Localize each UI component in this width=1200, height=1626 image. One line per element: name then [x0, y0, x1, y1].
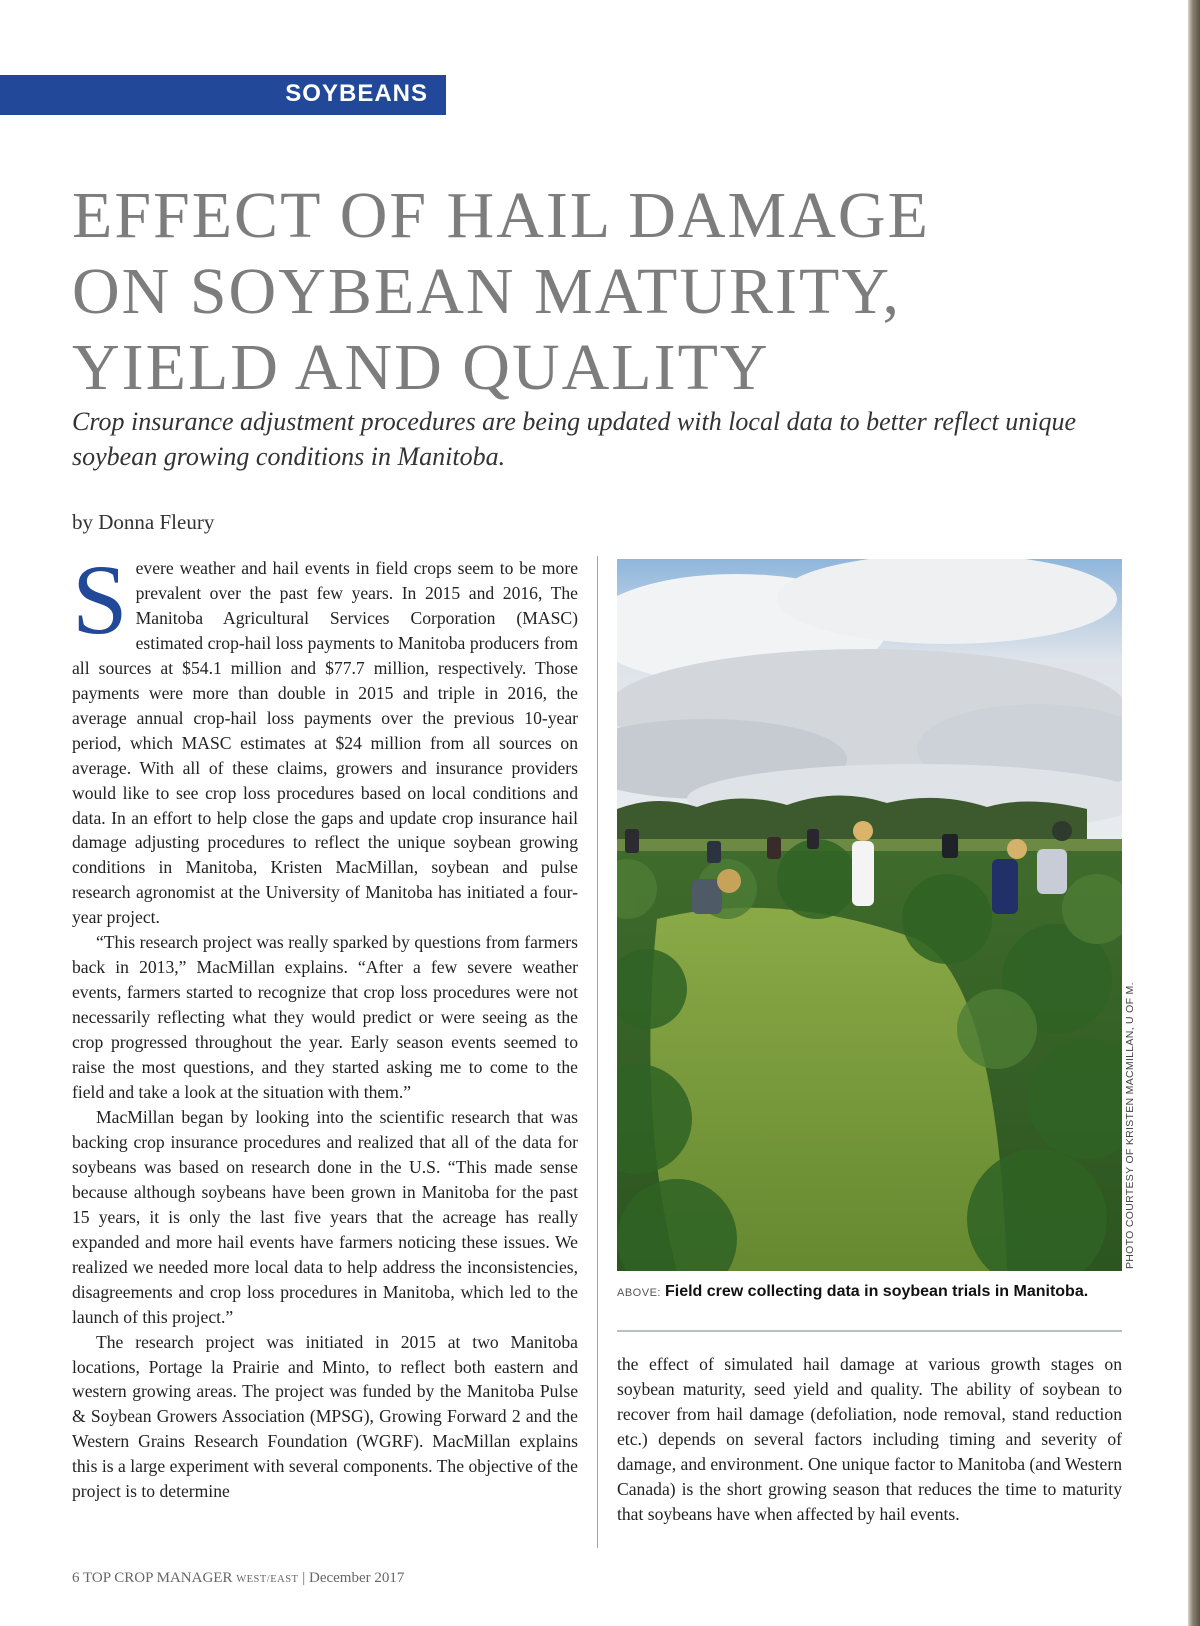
body-paragraph: The research project was initiated in 2015 at two Manitoba locations, Portage la Prairie and Minto, to reflect both eastern and western growing areas. The project was funded by the Manitoba Pulse & Soybean Growers Association (MPSG), Growing Forward 2 and the Western Grains Research Foundation (WGRF). MacMillan explains this is a large experiment with several components. The objective of the project is to determine: [72, 1331, 578, 1502]
deck-subtitle: Crop insurance adjustment procedures are being updated with local data to better reflect unique soybean growing conditions in Manitoba.: [72, 407, 1076, 471]
footer-separator: |: [302, 1570, 306, 1586]
body-paragraph: [72, 544, 578, 930]
page-footer: [72, 1570, 404, 1587]
page-number: 6: [72, 1570, 80, 1586]
body-paragraph: MacMillan began by looking into the scientific research that was backing crop insurance procedures and realized that all of the data for soybeans was based on research done in the U.S. “This made sense because although soybeans have been grown in Manitoba for the past 15 years, it is only the last five years that the acreage has really expanded and more hail events have farmers noticing these issues. We realized we needed more local data to help address the inconsistencies, disagreements and crop loss procedures in Manitoba, which led to the launch of this project.”: [72, 1106, 578, 1327]
issue-date: December 2017: [308, 1570, 405, 1586]
headline-line: EFFECT OF HAIL DAMAGE: [72, 179, 930, 252]
magazine-name: TOP CROP MANAGER: [82, 1570, 233, 1586]
page-edge: [1188, 0, 1200, 1626]
byline: by Donna Fleury: [72, 510, 215, 534]
headline-line: ON SOYBEAN MATURITY,: [72, 255, 902, 328]
magazine-edition: WEST/EAST: [236, 1574, 299, 1585]
headline: [72, 178, 1132, 406]
section-label: SOYBEANS: [285, 80, 428, 107]
headline-line: YIELD AND QUALITY: [72, 331, 770, 404]
caption-text: Field crew collecting data in soybean trials in Manitoba.: [664, 1283, 1089, 1300]
section-banner: [0, 75, 446, 115]
photo-caption: [617, 1282, 1122, 1303]
body-paragraph: “This research project was really sparked by questions from farmers back in 2013,” MacMillan explains. “After a few severe weather events, farmers started to recognize that crop loss procedures were not necessarily reflecting what they would predict or were seeing as the crop progressed throughout the year. Early season events seemed to raise the most questions, and they started asking me to come to the field and take a look at the situation with them.”: [72, 932, 578, 1103]
drop-cap: S: [72, 544, 128, 655]
body-paragraph: the effect of simulated hail damage at various growth stages on soybean maturity, seed yield and quality. The ability of soybean to recover from hail damage (defoliation, node removal, stand reduction etc.) depends on several factors including timing and severity of damage, and environment. One unique factor to Manitoba (and Western Canada) is the short growing season that reduces the time to maturity that soybeans have when affected by hail events.: [617, 1354, 1122, 1524]
body-column-right: [617, 1352, 1122, 1527]
column-divider: [597, 556, 598, 1548]
caption-divider: [617, 1330, 1122, 1332]
caption-label: ABOVE:: [617, 1287, 661, 1299]
photo-credit: PHOTO COURTESY OF KRISTEN MACMILLAN, U OF M.: [1124, 982, 1136, 1269]
paragraph-text: evere weather and hail events in field crops seem to be more prevalent over the past few years. In 2015 and 2016, The Manitoba Agricultural Services Corporation (MASC) estimated crop-hail loss payments to Manitoba producers from all sources at $54.1 million and $77.7 million, respectively. Those payments were more than double in 2015 and triple in 2016, the average annual crop-hail loss payments over the previous 10-year period, which MASC estimates at $24 million from all sources on average. With all of these claims, growers and insurance providers would like to see crop loss procedures based on local conditions and data. In an effort to help close the gaps and update crop insurance hail damage adjusting procedures to reflect the unique soybean growing conditions in Manitoba, Kristen MacMillan, soybean and pulse research agronomist at the University of Manitoba has initiated a four-year project.: [72, 558, 578, 928]
field-crew-photo: [617, 559, 1122, 1271]
body-column-left: [72, 544, 578, 1504]
